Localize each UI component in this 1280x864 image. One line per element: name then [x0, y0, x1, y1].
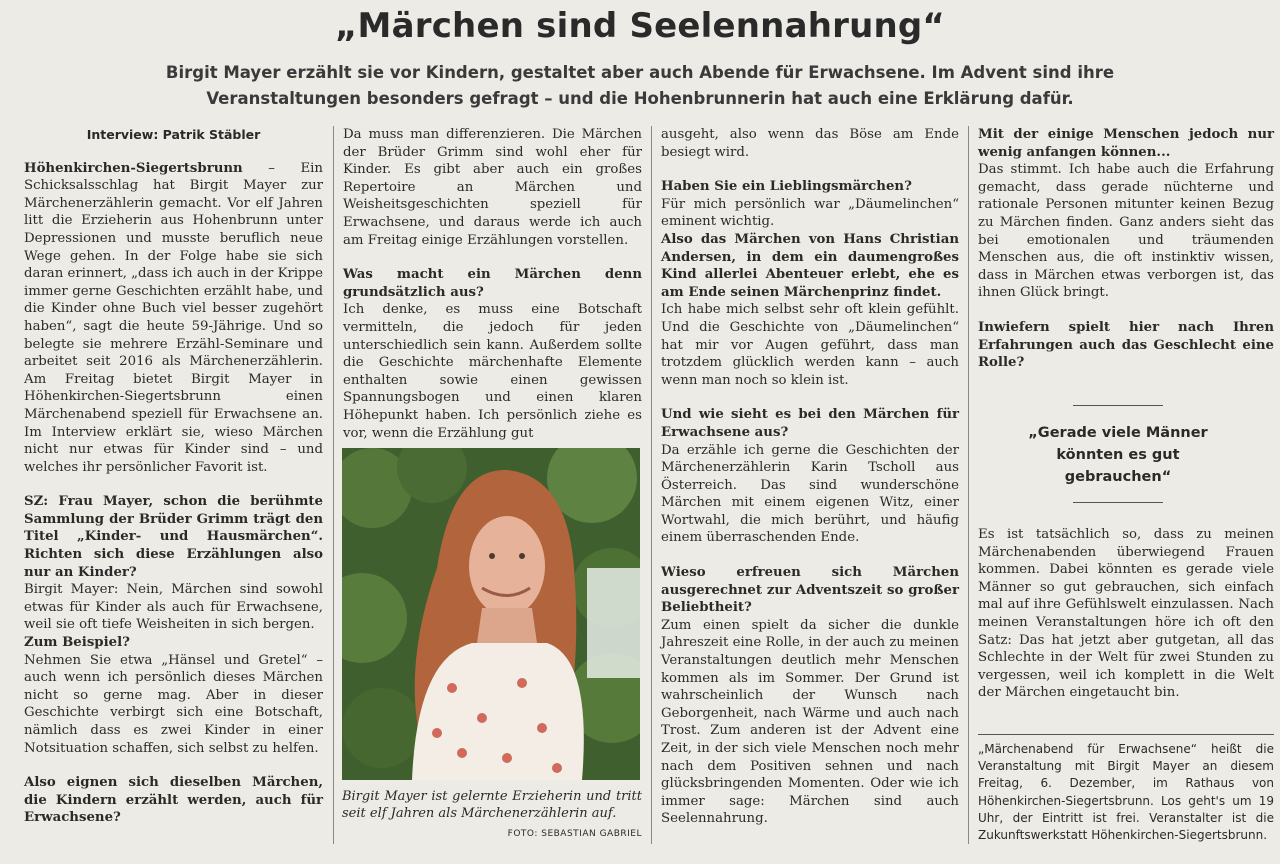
- answer-8: Zum einen spielt da sicher die dunkle Jahreszeit eine Rolle, in der auch zu meinen Veranstaltungen deutlich mehr Menschen kommen als im Sommer. Der Grund ist wahrscheinlich der Wunsch nach Geborgenheit, nach Wärme und auch nach Trost. Zum anderen ist der Advent eine Zeit, in der sich viele Menschen noch mehr nach dem Positiven sehnen und nach glücksbringenden Momenten. Oder wie ich immer sage: Märchen sind auch Seelennahrung.: [661, 617, 959, 827]
- pull-quote: [1020, 405, 1216, 503]
- question-9: Mit der einige Menschen jedoch nur wenig anfangen können...: [978, 127, 1274, 160]
- answer-7: Da erzähle ich gerne die Geschichten der Märchenerzählerin Karin Tscholl aus Österreich. Das sind wunderschöne Märchen mit einem eigenen Witz, einer Wortwahl, die mich berührt, und häufig einem überraschenden Ende.: [661, 442, 959, 546]
- column-divider: [651, 126, 652, 844]
- intro-text: – Ein Schicksalsschlag hat Birgit Mayer zur Märchenerzählerin gemacht. Vor elf Jahren litt die Erzieherin aus Hohenbrunn unter Depressionen und musste beruflich neue Wege gehen. In der Folge habe sie sich daran erinnert, „dass ich auch in der Krippe immer gerne Geschichten erzählt habe, und die Kinder ohne Buch viel besser zugehört haben“, sagt die heute 59-Jährige. Und so belegte sie mehrere Erzähl-Seminare und arbeitet seit 2016 als Märchenerzählerin. Am Freitag bietet Birgit Mayer in Höhenkirchen-Siegertsbrunn einen Märchenabend speziell für Erwachsene an. Im Interview erklärt sie, wieso Märchen nicht nur etwas für Kinder sind – und welches ihr persönlicher Favorit ist.: [24, 160, 324, 475]
- question-10: Inwiefern spielt hier nach Ihren Erfahrungen auch das Geschlecht eine Rolle?: [978, 319, 1274, 371]
- dateline: Höhenkirchen-Siegertsbrunn: [24, 160, 243, 176]
- photo-credit: FOTO: SEBASTIAN GABRIEL: [507, 829, 642, 839]
- pull-quote-text: „Gerade viele Männer könnten es gut gebrauchen“: [1028, 425, 1208, 485]
- answer-5: Für mich persönlich war „Däumelinchen“ eminent wichtig.: [661, 196, 959, 230]
- event-info-box: „Märchenabend für Erwachsene“ heißt die Veranstaltung mit Birgit Mayer an diesem Freitag, 6. Dezember, im Rathaus von Höhenkirchen-Siegertsbrunn. Los geht's um 19 Uhr, der Eintritt ist frei. Veranstalter ist die Zukunftswerkstatt Höhenkirchen-Siegertsbrunn.: [978, 734, 1274, 844]
- pull-quote-rule: [1073, 502, 1163, 503]
- question-3: Also eignen sich dieselben Märchen, die Kindern erzählt werden, auch für Erwachsene?: [24, 775, 323, 826]
- answer-3: Da muss man differenzieren. Die Märchen der Brüder Grimm sind wohl eher für Kinder. Es gibt aber auch ein großes Repertoire an Märchen und Weisheitsgeschichten speziell für Erwachsene, und daraus werde ich auch am Freitag einige Erzählungen vorstellen.: [343, 127, 642, 248]
- answer-6: Ich habe mich selbst sehr oft klein gefühlt. Und die Geschichte von „Däumelinchen“ hat mir vor Augen geführt, dass man trotzdem glücklich werden kann – auch wenn man noch so klein ist.: [661, 302, 959, 388]
- column-4: [978, 126, 1274, 372]
- answer-4: Ich denke, es muss eine Botschaft vermitteln, die jedoch für jeden unterschiedlich sein kann. Außerdem sollte die Geschichte märchenhafte Elemente enthalten sowie einen gewissen Spannungsbogen und einen klaren Höhepunkt haben. Ich persönlich ziehe es vor, wenn die Erzählung gut: [343, 302, 642, 441]
- intro-paragraph: [24, 160, 323, 477]
- question-1: SZ: Frau Mayer, schon die berühmte Sammlung der Brüder Grimm trägt den Titel „Kinder- und Hausmärchen“. Richten sich diese Erzählungen also nur an Kinder?: [24, 494, 323, 580]
- portrait-illustration: [342, 448, 640, 780]
- column-divider: [333, 126, 334, 844]
- column-divider: [968, 126, 969, 844]
- byline: Interview: Patrik Stäbler: [86, 127, 261, 142]
- answer-4-continued: ausgeht, also wenn das Böse am Ende besiegt wird.: [661, 127, 959, 160]
- column-1: [24, 126, 323, 827]
- answer-2: Nehmen Sie etwa „Hänsel und Gretel“ – auch wenn ich persönlich dieses Märchen nicht so gerne mag. Aber in dieser Geschichte verbirgt sich eine Botschaft, nämlich dass es zwei Kinder in einer Notsituation schaffen, sich selbst zu helfen.: [24, 652, 323, 756]
- portrait-photo: [342, 448, 640, 780]
- question-2: Zum Beispiel?: [24, 635, 130, 651]
- column-2: [343, 126, 642, 442]
- question-5: Haben Sie ein Lieblingsmärchen?: [661, 179, 912, 195]
- answer-9: Das stimmt. Ich habe auch die Erfahrung gemacht, dass gerade nüchterne und rationale Personen mitunter keinen Bezug zu Märchen finden. Ganz anders sieht das bei emotionalen und träumenden Menschen aus, die oft instinktiv wissen, dass in Märchen etwas verborgen ist, das ihnen Glück bringt.: [978, 162, 1274, 301]
- question-6: Also das Märchen von Hans Christian Andersen, in dem ein daumengroßes Kind allerlei Abenteuer erlebt, ehe es am Ende seinen Märchenprinz findet.: [661, 231, 959, 300]
- pull-quote-rule: [1073, 405, 1163, 406]
- column-4-lower: [978, 526, 1274, 702]
- answer-10: Es ist tatsächlich so, dass zu meinen Märchenabenden überwiegend Frauen kommen. Dabei könnten es gerade viele Männer so gut gebrauchen, sich einfach mal auf ihre Gefühlswelt einzulassen. Nach meinen Veranstaltungen höre ich oft den Satz: Das hat jetzt aber gutgetan, all das Schlechte in der Welt für zwei Stunden zu vergessen, weil ich komplett in die Welt der Märchen eingetaucht bin.: [978, 527, 1274, 701]
- headline: „Märchen sind Seelennahrung“: [335, 6, 945, 46]
- question-4: Was macht ein Märchen denn grundsätzlich aus?: [343, 267, 642, 300]
- column-3: [661, 126, 959, 828]
- photo-caption: [342, 788, 642, 843]
- question-8: Wieso erfreuen sich Märchen ausgerechnet zur Adventszeit so großer Beliebtheit?: [661, 565, 959, 616]
- answer-1: Birgit Mayer: Nein, Märchen sind sowohl etwas für Kinder als auch für Erwachsene, weil sie oft tiefe Weisheiten in sich bergen.: [24, 582, 323, 633]
- question-7: Und wie sieht es bei den Märchen für Erwachsene aus?: [661, 407, 959, 440]
- caption-text: Birgit Mayer ist gelernte Erzieherin und tritt seit elf Jahren als Märchenerzählerin auf.: [342, 789, 642, 821]
- subheadline: Birgit Mayer erzählt sie vor Kindern, gestaltet aber auch Abende für Erwachsene. Im Advent sind ihre Veranstaltungen besonders gefragt – und die Hohenbrunnerin hat auch eine Erklärung dafür.: [165, 63, 1115, 108]
